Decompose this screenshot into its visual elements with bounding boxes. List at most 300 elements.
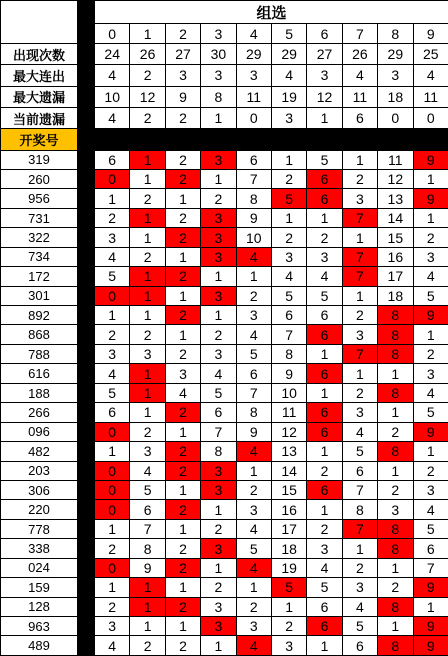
digit-header-3: 3: [201, 24, 236, 43]
hit-cell: 2: [165, 403, 200, 422]
hit-cell: 8: [378, 597, 413, 616]
hit-cell: 4: [236, 247, 271, 266]
digit-header-7: 7: [342, 24, 377, 43]
stats-value: 4: [95, 65, 130, 86]
digit-header-2: 2: [165, 24, 200, 43]
miss-cell: 1: [307, 344, 342, 363]
miss-cell: 1: [165, 247, 200, 266]
hit-cell: 1: [130, 150, 165, 169]
draw-row: [1, 442, 448, 461]
miss-cell: 1: [378, 364, 413, 383]
draw-number: 220: [1, 500, 78, 519]
miss-cell: 2: [201, 578, 236, 597]
miss-cell: 1: [413, 442, 448, 461]
miss-cell: 3: [165, 364, 200, 383]
stats-value: 4: [95, 107, 130, 128]
hit-cell: 9: [413, 617, 448, 636]
miss-cell: 2: [165, 344, 200, 363]
miss-cell: 3: [342, 403, 377, 422]
draw-row: [1, 500, 448, 519]
hit-cell: 3: [201, 247, 236, 266]
draw-number: 128: [1, 597, 78, 616]
miss-cell: 2: [130, 247, 165, 266]
stats-label: 当前遗漏: [1, 107, 78, 128]
miss-cell: 3: [236, 306, 271, 325]
hit-cell: 2: [165, 461, 200, 480]
digit-header-1: 1: [130, 24, 165, 43]
hit-cell: 5: [271, 189, 306, 208]
hit-cell: 9: [413, 306, 448, 325]
draw-number: 319: [1, 150, 78, 169]
miss-cell: 2: [236, 597, 271, 616]
draw-number: 301: [1, 286, 78, 305]
stats-value: 4: [342, 65, 377, 86]
miss-cell: 4: [130, 461, 165, 480]
miss-cell: 1: [342, 539, 377, 558]
draw-row: [1, 208, 448, 227]
draw-row: [1, 636, 448, 656]
miss-cell: 12: [271, 422, 306, 441]
miss-cell: 8: [236, 189, 271, 208]
miss-cell: 5: [236, 344, 271, 363]
miss-cell: 3: [271, 247, 306, 266]
draw-number: 963: [1, 617, 78, 636]
draw-row: [1, 558, 448, 577]
miss-cell: 2: [201, 519, 236, 538]
draw-row: [1, 597, 448, 616]
miss-cell: 2: [271, 617, 306, 636]
digit-header-4: 4: [236, 24, 271, 43]
miss-cell: 2: [236, 286, 271, 305]
miss-cell: 6: [201, 403, 236, 422]
hit-cell: 3: [201, 617, 236, 636]
hit-cell: 4: [236, 636, 271, 656]
draw-row: [1, 461, 448, 480]
draw-number: 306: [1, 480, 78, 499]
stats-value: 4: [271, 65, 306, 86]
stats-value: 3: [165, 65, 200, 86]
digit-header-9: 9: [413, 24, 448, 43]
digit-header-6: 6: [307, 24, 342, 43]
hit-cell: 2: [165, 597, 200, 616]
draw-number: 489: [1, 636, 78, 656]
miss-cell: 1: [201, 636, 236, 656]
draw-row: [1, 325, 448, 344]
miss-cell: 5: [95, 383, 130, 402]
stats-value: 2: [130, 65, 165, 86]
miss-cell: 6: [307, 597, 342, 616]
miss-cell: 2: [95, 325, 130, 344]
miss-cell: 1: [413, 208, 448, 227]
hit-cell: 6: [307, 617, 342, 636]
miss-cell: 8: [201, 442, 236, 461]
stats-value: 29: [378, 43, 413, 64]
miss-cell: 14: [378, 208, 413, 227]
draw-label-separator: [95, 129, 448, 150]
miss-cell: 6: [236, 364, 271, 383]
stats-value: 4: [413, 65, 448, 86]
trend-table-body: [1, 1, 448, 656]
draw-number: 778: [1, 519, 78, 538]
hit-cell: 0: [95, 500, 130, 519]
miss-cell: 3: [413, 480, 448, 499]
miss-cell: 5: [413, 403, 448, 422]
hit-cell: 7: [342, 267, 377, 286]
draw-number: 734: [1, 247, 78, 266]
miss-cell: 3: [271, 636, 306, 656]
stats-value: 0: [413, 107, 448, 128]
miss-cell: 13: [271, 442, 306, 461]
miss-cell: 5: [130, 480, 165, 499]
stats-row: [1, 65, 448, 86]
miss-cell: 1: [413, 325, 448, 344]
draw-number: 159: [1, 578, 78, 597]
stats-value: 25: [413, 43, 448, 64]
hit-cell: 2: [165, 169, 200, 188]
draw-row: [1, 169, 448, 188]
miss-cell: 2: [95, 208, 130, 227]
miss-cell: 4: [95, 636, 130, 656]
hit-cell: 2: [165, 558, 200, 577]
hit-cell: 9: [413, 578, 448, 597]
digit-header-8: 8: [378, 24, 413, 43]
miss-cell: 8: [130, 539, 165, 558]
hit-cell: 6: [307, 189, 342, 208]
miss-cell: 1: [271, 208, 306, 227]
hit-cell: 6: [307, 325, 342, 344]
hit-cell: 0: [95, 480, 130, 499]
miss-cell: 10: [271, 383, 306, 402]
hit-cell: 9: [413, 150, 448, 169]
miss-cell: 4: [342, 422, 377, 441]
stats-value: 11: [413, 86, 448, 107]
miss-cell: 3: [201, 597, 236, 616]
draw-row: [1, 286, 448, 305]
miss-cell: 5: [307, 578, 342, 597]
corner-cell: [1, 1, 78, 44]
miss-cell: 1: [236, 461, 271, 480]
stats-value: 18: [378, 86, 413, 107]
stats-value: 11: [236, 86, 271, 107]
hit-cell: 0: [95, 558, 130, 577]
draw-row: [1, 247, 448, 266]
miss-cell: 6: [236, 150, 271, 169]
miss-cell: 2: [307, 519, 342, 538]
miss-cell: 2: [130, 189, 165, 208]
draw-number: 788: [1, 344, 78, 363]
miss-cell: 3: [236, 617, 271, 636]
miss-cell: 8: [271, 344, 306, 363]
stats-value: 2: [130, 107, 165, 128]
hit-cell: 8: [378, 539, 413, 558]
miss-cell: 1: [307, 383, 342, 402]
draw-number: 892: [1, 306, 78, 325]
hit-cell: 7: [342, 247, 377, 266]
hit-cell: 1: [130, 364, 165, 383]
miss-cell: 3: [201, 344, 236, 363]
stats-value: 2: [165, 107, 200, 128]
stats-value: 29: [236, 43, 271, 64]
stats-row: [1, 86, 448, 107]
hit-cell: 6: [307, 364, 342, 383]
miss-cell: 5: [271, 286, 306, 305]
miss-cell: 1: [165, 480, 200, 499]
hit-cell: 6: [307, 169, 342, 188]
miss-cell: 6: [307, 306, 342, 325]
miss-cell: 6: [271, 306, 306, 325]
miss-cell: 2: [342, 169, 377, 188]
hit-cell: 3: [201, 461, 236, 480]
stats-value: 3: [378, 65, 413, 86]
hit-cell: 8: [378, 344, 413, 363]
miss-cell: 1: [95, 189, 130, 208]
miss-cell: 2: [95, 597, 130, 616]
hit-cell: 8: [378, 383, 413, 402]
miss-cell: 15: [271, 480, 306, 499]
stats-row: [1, 43, 448, 64]
draw-row: [1, 383, 448, 402]
miss-cell: 1: [271, 597, 306, 616]
hit-cell: 6: [307, 480, 342, 499]
miss-cell: 5: [342, 442, 377, 461]
miss-cell: 2: [165, 636, 200, 656]
miss-cell: 1: [342, 364, 377, 383]
miss-cell: 5: [307, 150, 342, 169]
digit-header-5: 5: [271, 24, 306, 43]
miss-cell: 18: [271, 539, 306, 558]
hit-cell: 2: [165, 306, 200, 325]
miss-cell: 2: [307, 228, 342, 247]
miss-cell: 1: [95, 578, 130, 597]
miss-cell: 4: [342, 597, 377, 616]
miss-cell: 1: [130, 306, 165, 325]
miss-cell: 1: [378, 461, 413, 480]
miss-cell: 10: [236, 228, 271, 247]
miss-cell: 8: [236, 403, 271, 422]
hit-cell: 8: [378, 325, 413, 344]
miss-cell: 3: [95, 228, 130, 247]
draw-row: [1, 617, 448, 636]
draw-row: [1, 578, 448, 597]
stats-value: 3: [201, 65, 236, 86]
miss-cell: 4: [413, 267, 448, 286]
miss-cell: 1: [378, 403, 413, 422]
hit-cell: 8: [378, 306, 413, 325]
hit-cell: 3: [201, 480, 236, 499]
draw-number: 482: [1, 442, 78, 461]
miss-cell: 12: [378, 169, 413, 188]
miss-cell: 4: [413, 383, 448, 402]
draw-row: [1, 150, 448, 169]
miss-cell: 1: [130, 617, 165, 636]
hit-cell: 4: [236, 442, 271, 461]
miss-cell: 4: [165, 383, 200, 402]
miss-cell: 2: [342, 306, 377, 325]
hit-cell: 9: [413, 636, 448, 656]
miss-cell: 7: [201, 422, 236, 441]
hit-cell: 6: [307, 422, 342, 441]
miss-cell: 1: [201, 169, 236, 188]
miss-cell: 2: [201, 325, 236, 344]
miss-cell: 3: [413, 247, 448, 266]
draw-number: 172: [1, 267, 78, 286]
miss-cell: 16: [271, 500, 306, 519]
hit-cell: 9: [413, 422, 448, 441]
miss-cell: 4: [307, 558, 342, 577]
miss-cell: 1: [130, 169, 165, 188]
miss-cell: 1: [342, 228, 377, 247]
hit-cell: 6: [307, 403, 342, 422]
miss-cell: 11: [378, 150, 413, 169]
miss-cell: 7: [130, 519, 165, 538]
miss-cell: 1: [342, 150, 377, 169]
draw-number: 266: [1, 403, 78, 422]
draw-number: 616: [1, 364, 78, 383]
miss-cell: 2: [236, 480, 271, 499]
miss-cell: 17: [271, 519, 306, 538]
miss-cell: 5: [342, 617, 377, 636]
miss-cell: 2: [165, 150, 200, 169]
miss-cell: 1: [307, 500, 342, 519]
miss-cell: 3: [342, 325, 377, 344]
miss-cell: 4: [95, 247, 130, 266]
draw-row: [1, 189, 448, 208]
hit-cell: 7: [342, 208, 377, 227]
miss-cell: 9: [130, 558, 165, 577]
hit-cell: 2: [165, 267, 200, 286]
miss-cell: 15: [378, 228, 413, 247]
draw-number: 024: [1, 558, 78, 577]
miss-cell: 1: [165, 578, 200, 597]
stats-value: 26: [342, 43, 377, 64]
draw-number-label: 开奖号: [1, 129, 78, 150]
miss-cell: 6: [130, 500, 165, 519]
stats-label: 出现次数: [1, 43, 78, 64]
stats-value: 12: [307, 86, 342, 107]
miss-cell: 2: [413, 228, 448, 247]
miss-cell: 1: [130, 228, 165, 247]
miss-cell: 6: [413, 539, 448, 558]
hit-cell: 2: [165, 442, 200, 461]
stats-value: 30: [201, 43, 236, 64]
hit-cell: 2: [165, 500, 200, 519]
hit-cell: 0: [95, 286, 130, 305]
miss-cell: 1: [236, 267, 271, 286]
miss-cell: 1: [307, 442, 342, 461]
hit-cell: 7: [342, 344, 377, 363]
draw-label-row: [1, 129, 448, 150]
hit-cell: 3: [201, 208, 236, 227]
draw-row: [1, 480, 448, 499]
stats-value: 0: [378, 107, 413, 128]
hit-cell: 8: [378, 636, 413, 656]
draw-number: 956: [1, 189, 78, 208]
hit-cell: 1: [130, 383, 165, 402]
miss-cell: 2: [378, 578, 413, 597]
miss-cell: 7: [236, 169, 271, 188]
stats-value: 11: [342, 86, 377, 107]
miss-cell: 1: [201, 306, 236, 325]
miss-cell: 2: [413, 344, 448, 363]
miss-cell: 2: [95, 539, 130, 558]
miss-cell: 1: [165, 519, 200, 538]
miss-cell: 3: [95, 617, 130, 636]
miss-cell: 9: [271, 364, 306, 383]
miss-cell: 2: [165, 208, 200, 227]
miss-cell: 4: [201, 364, 236, 383]
draw-number: 868: [1, 325, 78, 344]
miss-cell: 19: [271, 558, 306, 577]
miss-cell: 2: [342, 558, 377, 577]
miss-cell: 7: [342, 480, 377, 499]
miss-cell: 16: [378, 247, 413, 266]
draw-row: [1, 306, 448, 325]
miss-cell: 5: [413, 286, 448, 305]
stats-value: 8: [201, 86, 236, 107]
hit-cell: 4: [236, 558, 271, 577]
stats-value: 3: [307, 65, 342, 86]
miss-cell: 1: [165, 286, 200, 305]
miss-cell: 2: [130, 422, 165, 441]
draw-number: 188: [1, 383, 78, 402]
miss-cell: 2: [271, 228, 306, 247]
stats-value: 1: [201, 107, 236, 128]
miss-cell: 1: [165, 325, 200, 344]
miss-cell: 1: [413, 597, 448, 616]
miss-cell: 5: [95, 267, 130, 286]
stats-row: [1, 107, 448, 128]
miss-cell: 2: [130, 636, 165, 656]
miss-cell: 3: [307, 247, 342, 266]
miss-cell: 3: [307, 539, 342, 558]
hit-cell: 8: [378, 442, 413, 461]
miss-cell: 1: [342, 286, 377, 305]
draw-number: 731: [1, 208, 78, 227]
draw-row: [1, 519, 448, 538]
stats-value: 27: [307, 43, 342, 64]
stats-value: 3: [236, 65, 271, 86]
miss-cell: 1: [201, 558, 236, 577]
hit-cell: 9: [413, 189, 448, 208]
miss-cell: 9: [236, 208, 271, 227]
draw-row: [1, 539, 448, 558]
hit-cell: 3: [201, 286, 236, 305]
stats-value: 12: [130, 86, 165, 107]
stats-value: 6: [342, 107, 377, 128]
miss-cell: 2: [307, 461, 342, 480]
miss-cell: 2: [342, 383, 377, 402]
hit-cell: 3: [201, 228, 236, 247]
miss-cell: 5: [236, 539, 271, 558]
draw-row: [1, 267, 448, 286]
miss-cell: 2: [413, 461, 448, 480]
miss-cell: 4: [236, 519, 271, 538]
miss-cell: 3: [130, 442, 165, 461]
miss-cell: 8: [342, 500, 377, 519]
draw-number: 096: [1, 422, 78, 441]
miss-cell: 3: [130, 344, 165, 363]
miss-cell: 5: [413, 519, 448, 538]
stats-value: 26: [130, 43, 165, 64]
separator-column: [78, 1, 95, 656]
miss-cell: 18: [378, 286, 413, 305]
miss-cell: 1: [271, 150, 306, 169]
hit-cell: 1: [130, 208, 165, 227]
hit-cell: 1: [130, 286, 165, 305]
miss-cell: 2: [201, 189, 236, 208]
miss-cell: 2: [378, 480, 413, 499]
miss-cell: 1: [378, 617, 413, 636]
